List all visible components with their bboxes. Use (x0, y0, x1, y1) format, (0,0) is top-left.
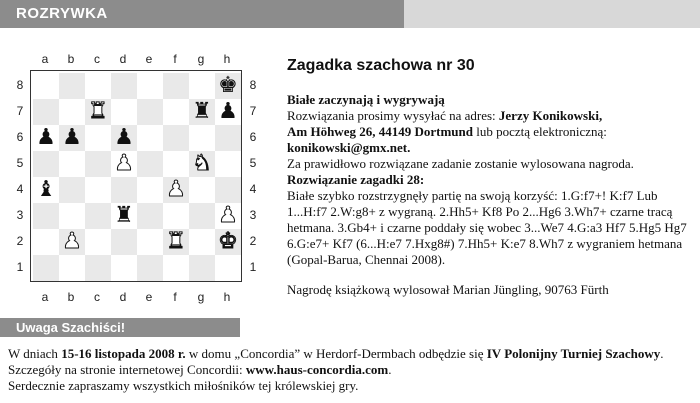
board-square (59, 73, 85, 99)
black-rook-icon: ♜ (114, 203, 134, 228)
section-header-bar (0, 0, 700, 28)
puzzle-task: Białe zaczynają i wygrywają (287, 92, 445, 107)
file-label: c (94, 290, 100, 304)
board-square (111, 229, 137, 255)
black-pawn-icon: ♟ (218, 99, 238, 124)
board-square (59, 177, 85, 203)
board-square (189, 73, 215, 99)
rank-label: 7 (16, 104, 24, 118)
black-bishop-icon: ♝ (36, 177, 56, 202)
file-label: a (41, 290, 49, 304)
board-square (189, 229, 215, 255)
rank-label: 7 (249, 104, 257, 118)
notice-line-2: Szczegóły na stronie internetowej Concordii: www.haus-concordia.com. (8, 362, 392, 377)
board-square (215, 177, 241, 203)
file-label: c (94, 52, 100, 66)
file-label: g (197, 290, 205, 304)
white-knight-icon: ♞ (192, 151, 212, 176)
file-label: g (197, 52, 205, 66)
board-square (59, 255, 85, 281)
board-square (33, 151, 59, 177)
board-square (215, 151, 241, 177)
board-square (33, 255, 59, 281)
notice-line-3: Serdecznie zapraszamy wszystkich miłośników tej królewskiej gry. (8, 378, 359, 393)
board-square (59, 151, 85, 177)
rank-label: 1 (249, 260, 257, 274)
white-king-icon: ♚ (218, 229, 238, 254)
board-square (137, 73, 163, 99)
rank-label: 4 (16, 182, 24, 196)
white-rook-icon: ♜ (166, 229, 186, 254)
board-square (163, 203, 189, 229)
board-square (111, 73, 137, 99)
black-rook-icon: ♜ (192, 99, 212, 124)
board-square (85, 151, 111, 177)
board-square (111, 177, 137, 203)
black-pawn-icon: ♟ (62, 125, 82, 150)
black-pawn-icon: ♟ (114, 125, 134, 150)
rank-label: 6 (16, 130, 24, 144)
file-label: b (67, 52, 75, 66)
board-square (85, 73, 111, 99)
board-square (85, 125, 111, 151)
puzzle-column (287, 58, 692, 298)
board-square (163, 73, 189, 99)
black-pawn-icon: ♟ (36, 125, 56, 150)
rank-label: 3 (16, 208, 24, 222)
board-square (137, 255, 163, 281)
email-address: konikowski@gmx.net. (287, 140, 411, 155)
board-square (163, 151, 189, 177)
file-label: f (173, 290, 177, 304)
rank-label: 3 (249, 208, 257, 222)
rank-label: 1 (16, 260, 24, 274)
board-square (163, 255, 189, 281)
board-square (137, 151, 163, 177)
board-square (33, 73, 59, 99)
prize-winner: Nagrodę książkową wylosował Marian Jüngling, 90763 Fürth (287, 282, 609, 297)
board-square (137, 203, 163, 229)
solution-heading: Rozwiązanie zagadki 28: (287, 172, 425, 187)
section-title: ROZRYWKA (0, 0, 404, 28)
board-square (137, 99, 163, 125)
board-square (137, 229, 163, 255)
rank-label: 6 (249, 130, 257, 144)
prize-note: Za prawidłowo rozwiązane zadanie zostanie wylosowana nagroda. (287, 156, 634, 171)
file-label: f (173, 52, 177, 66)
board-square (59, 99, 85, 125)
board-square (85, 229, 111, 255)
white-pawn-icon: ♟ (114, 151, 134, 176)
board-square (33, 229, 59, 255)
black-king-icon: ♚ (218, 73, 238, 98)
file-label: d (119, 290, 127, 304)
chess-board (30, 70, 242, 282)
board-square (189, 177, 215, 203)
rank-label: 5 (249, 156, 257, 170)
board-square (189, 255, 215, 281)
notice-body (8, 346, 698, 394)
rank-label: 8 (249, 78, 257, 92)
board-square (137, 125, 163, 151)
file-label: h (223, 290, 231, 304)
white-rook-icon: ♜ (88, 99, 108, 124)
rank-label: 5 (16, 156, 24, 170)
white-pawn-icon: ♟ (218, 203, 238, 228)
board-square (85, 255, 111, 281)
solution-text: Białe szybko rozstrzygnęły partię na swoją korzyść: 1.G:f7+! K:f7 Lub 1...H:f7 2.W:g8+ z wygraną. 2.Hh5+ Kf8 Po 2...Hg6 3.Wh7+ czarne tracą hetmana. 3.Gb4+ i czarne poddały się wobec 3...We7 4.G:a3 Hf7 5.Hg5 Hg7 6.G:e7+ Kf7 (6...H:e7 7.Hxg8#) 7.Hh5+ K:e7 8.Wh7 z wygraniem hetmana (Gopal-Barua, Chennai 2008). (287, 188, 687, 267)
board-square (59, 203, 85, 229)
board-square (189, 203, 215, 229)
file-label: e (145, 290, 153, 304)
file-label: h (223, 52, 231, 66)
file-label: e (145, 52, 153, 66)
white-pawn-icon: ♟ (166, 177, 186, 202)
rank-label: 2 (16, 234, 24, 248)
board-square (163, 125, 189, 151)
notice-line-1: W dniach 15-16 listopada 2008 r. w domu „Concordia” w Herdorf-Dermbach odbędzie się IV Polonijny Turniej Szachowy. (8, 346, 664, 361)
board-square (137, 177, 163, 203)
board-square (111, 99, 137, 125)
street-address: Am Höhweg 26, 44149 Dortmund lub pocztą elektroniczną: (287, 124, 607, 139)
board-square (33, 203, 59, 229)
file-label: b (67, 290, 75, 304)
board-square (85, 177, 111, 203)
puzzle-title: Zagadka szachowa nr 30 (287, 57, 475, 74)
file-label: d (119, 52, 127, 66)
board-square (163, 99, 189, 125)
white-pawn-icon: ♟ (62, 229, 82, 254)
rank-label: 4 (249, 182, 257, 196)
board-square (33, 99, 59, 125)
send-address: Rozwiązania prosimy wysyłać na adres: Jerzy Konikowski, (287, 108, 603, 123)
board-square (111, 255, 137, 281)
board-square (189, 125, 215, 151)
board-square (215, 125, 241, 151)
rank-label: 8 (16, 78, 24, 92)
notice-title: Uwaga Szachiści! (0, 318, 240, 337)
file-label: a (41, 52, 49, 66)
rank-label: 2 (249, 234, 257, 248)
board-square (215, 255, 241, 281)
board-square (85, 203, 111, 229)
